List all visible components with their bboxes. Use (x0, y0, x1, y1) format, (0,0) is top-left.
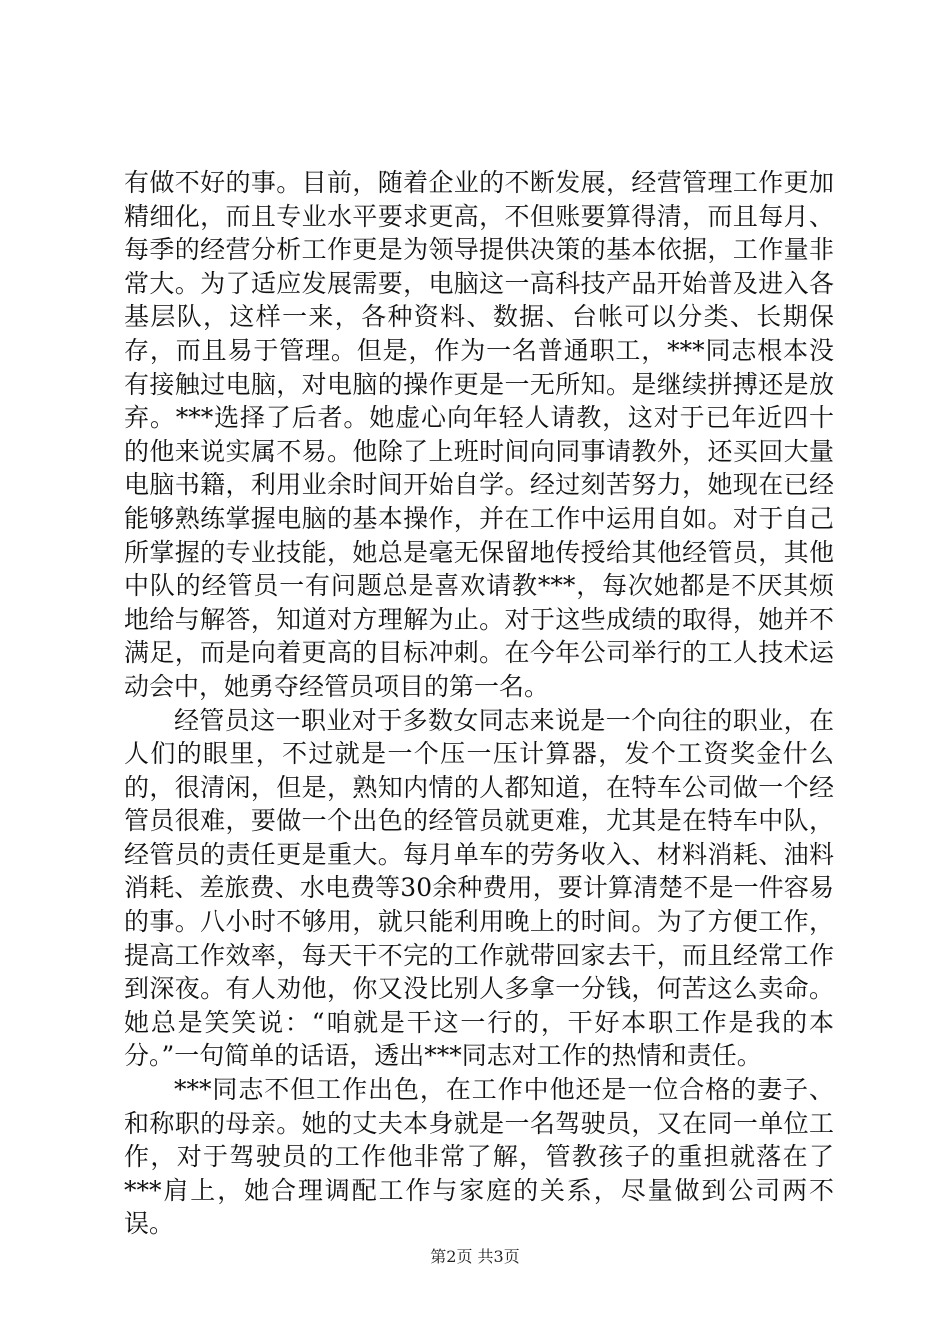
paragraph-3: ***同志不但工作出色，在工作中他还是一位合格的妻子、和称职的母亲。她的丈夫本身就是一名驾驶员，又在同一单位工作，对于驾驶员的工作他非常了解，管教孩子的重担就落在了***肩上，她合理调配工作与家庭的关系，尽量做到公司两不误。 (124, 1075, 834, 1239)
paragraph-1: 有做不好的事。目前，随着企业的不断发展，经营管理工作更加精细化，而且专业水平要求更高，不但账要算得清，而且每月、每季的经营分析工作更是为领导提供决策的基本依据，工作量非常大。为了适应发展需要，电脑这一高科技产品开始普及进入各基层队，这样一来，各种资料、数据、台帐可以分类、长期保存，而且易于管理。但是，作为一名普通职工，***同志根本没有接触过电脑，对电脑的操作更是一无所知。是继续拼搏还是放弃。***选择了后者。她虚心向年轻人请教，这对于已年近四十的他来说实属不易。他除了上班时间向同事请教外，还买回大量电脑书籍，利用业余时间开始自学。经过刻苦努力，她现在已经能够熟练掌握电脑的基本操作，并在工作中运用自如。对于自己所掌握的专业技能，她总是毫无保留地传授给其他经管员，其他中队的经管员一有问题总是喜欢请教***，每次她都是不厌其烦地给与解答，知道对方理解为止。对于这些成绩的取得，她并不满足，而是向着更高的目标冲刺。在今年公司举行的工人技术运动会中，她勇夺经管员项目的第一名。 (124, 168, 834, 701)
paragraph-2: 经管员这一职业对于多数女同志来说是一个向往的职业，在人们的眼里，不过就是一个压一压计算器，发个工资奖金什么的，很清闲，但是，熟知内情的人都知道，在特车公司做一个经管员很难，要做一个出色的经管员就更难，尤其是在特车中队，经管员的责任更是重大。每月单车的劳务收入、材料消耗、油料消耗、差旅费、水电费等30余种费用，要计算清楚不是一件容易的事。八小时不够用，就只能利用晚上的时间。为了方便工作，提高工作效率，每天干不完的工作就带回家去干，而且经常工作到深夜。有人劝他，你又没比别人多拿一分钱，何苦这么卖命。她总是笑笑说：“咱就是干这一行的，干好本职工作是我的本分。”一句简单的话语，透出***同志对工作的热情和责任。 (124, 705, 834, 1071)
page-number-footer: 第2页 共3页 (430, 1247, 520, 1266)
body-text (124, 166, 834, 1241)
